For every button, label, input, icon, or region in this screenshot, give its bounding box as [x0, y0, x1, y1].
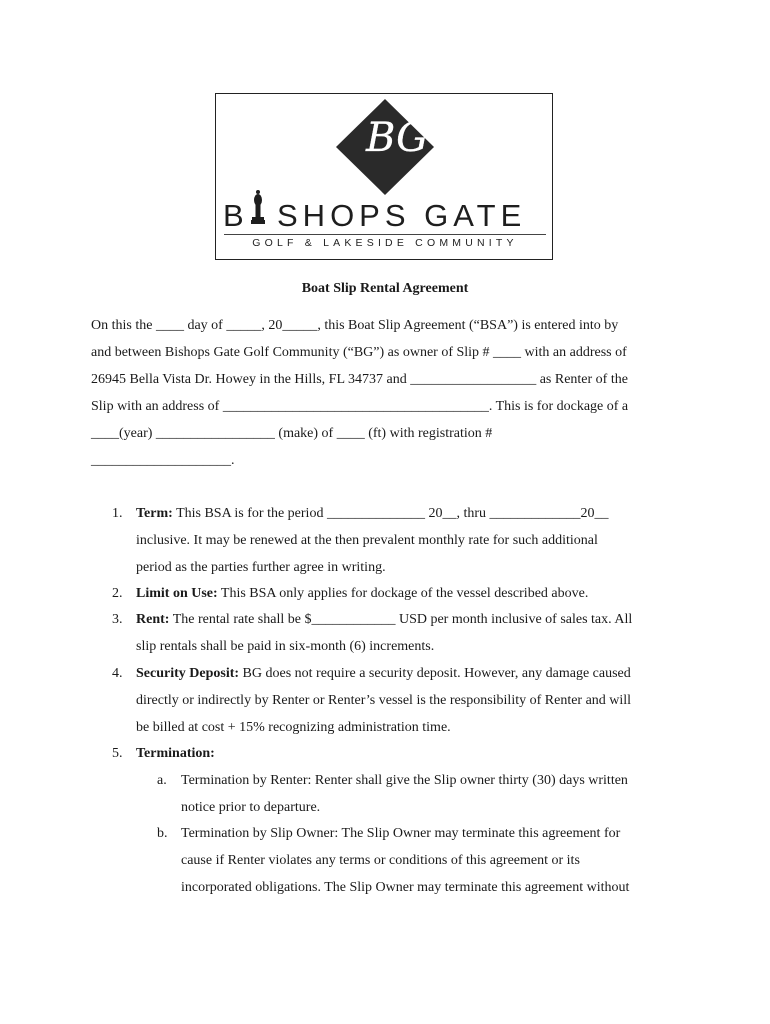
list-number: 1. [112, 506, 123, 521]
list-item-security-deposit [136, 666, 631, 682]
list-number: 4. [112, 666, 123, 681]
list-number: 2. [112, 586, 123, 601]
list-heading: Rent: [136, 612, 170, 627]
intro-line: ____________________. [91, 453, 235, 468]
document-title: Boat Slip Rental Agreement [301, 281, 469, 296]
bishops-gate-logo [215, 93, 553, 260]
list-item-termination [136, 746, 215, 762]
sublist-text: Termination by Slip Owner: The Slip Owner may terminate this agreement for [181, 826, 621, 841]
list-heading: Termination: [136, 746, 215, 761]
list-text: be billed at cost + 15% recognizing administration time. [136, 720, 451, 735]
logo-tagline: GOLF & LAKESIDE COMMUNITY [252, 237, 518, 249]
logo-wordmark-b: B [223, 198, 249, 233]
list-item-term [136, 506, 609, 522]
logo-wordmark-rest: SHOPS GATE [277, 198, 527, 233]
chess-bishop-icon [251, 190, 265, 224]
list-text: This BSA only applies for dockage of the vessel described above. [220, 586, 589, 601]
list-item-rent [136, 612, 632, 628]
list-number: 3. [112, 612, 123, 627]
monogram-b: BG [366, 115, 429, 161]
list-item-limit-on-use [136, 586, 588, 602]
sublist-text: cause if Renter violates any terms or conditions of this agreement or its [181, 853, 580, 868]
list-heading: Term: [136, 506, 173, 521]
list-text: directly or indirectly by Renter or Renter’s vessel is the responsibility of Renter and will [136, 693, 632, 708]
list-heading: Security Deposit: [136, 666, 240, 681]
sublist-text: incorporated obligations. The Slip Owner may terminate this agreement without [181, 880, 630, 895]
list-text: BG does not require a security deposit. However, any damage caused [242, 666, 631, 681]
logo-graphic [216, 94, 554, 261]
list-text: slip rentals shall be paid in six-month (6) increments. [136, 639, 435, 654]
list-text: This BSA is for the period ______________ 20__, thru _____________20__ [176, 506, 609, 521]
sublist-text: notice prior to departure. [181, 800, 321, 815]
intro-line: On this the ____ day of _____, 20_____, this Boat Slip Agreement (“BSA”) is entered into by [91, 318, 619, 333]
intro-line: Slip with an address of ______________________________________. This is for dockage of a [91, 399, 629, 414]
list-heading: Limit on Use: [136, 586, 218, 601]
intro-line: and between Bishops Gate Golf Community (“BG”) as owner of Slip # ____ with an address of [91, 345, 627, 360]
list-text: period as the parties further agree in writing. [136, 560, 386, 575]
intro-line: ____(year) _________________ (make) of ____ (ft) with registration # [91, 426, 493, 441]
list-text: The rental rate shall be $____________ USD per month inclusive of sales tax. All [172, 612, 633, 627]
intro-line: 26945 Bella Vista Dr. Howey in the Hills, FL 34737 and __________________ as Renter of the [91, 372, 628, 387]
list-text: inclusive. It may be renewed at the then prevalent monthly rate for such additional [136, 533, 598, 548]
sublist-letter: b. [157, 826, 168, 841]
sublist-letter: a. [157, 773, 167, 788]
sublist-text: Termination by Renter: Renter shall give the Slip owner thirty (30) days written [181, 773, 628, 788]
logo-divider [224, 234, 546, 235]
list-number: 5. [112, 746, 123, 761]
